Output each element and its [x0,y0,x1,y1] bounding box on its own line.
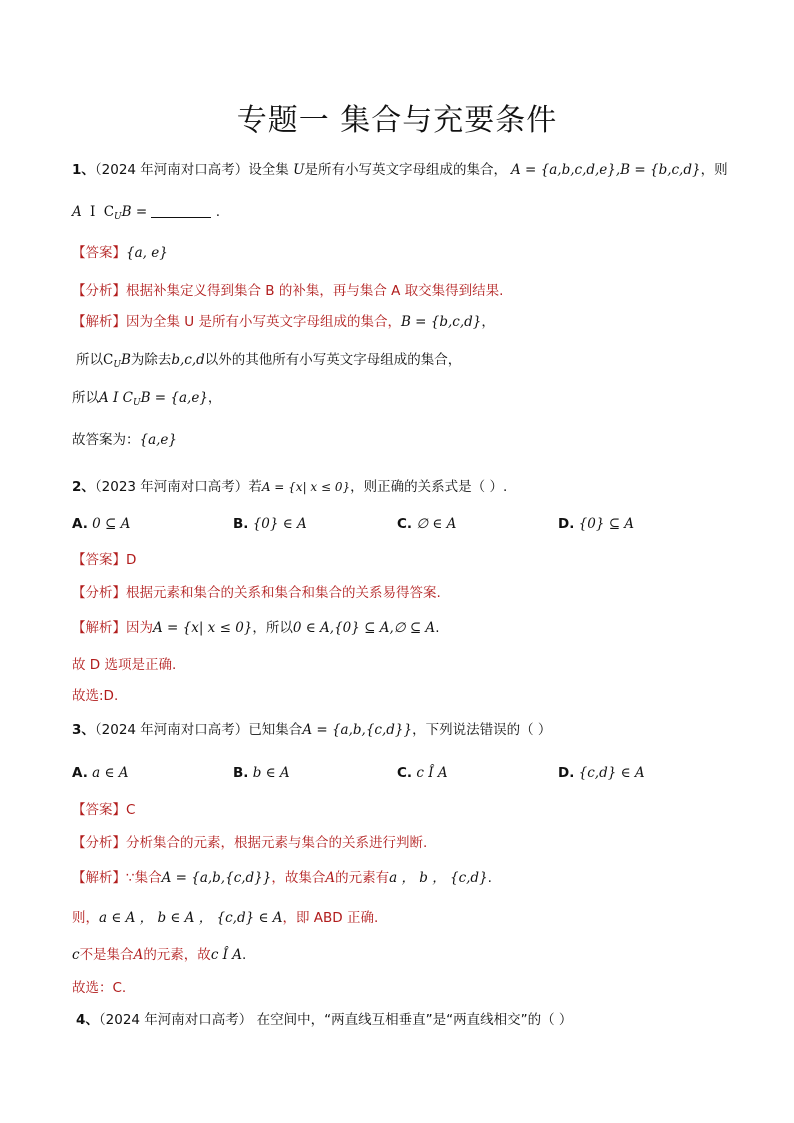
q3-answer: 【答案】C [72,802,136,818]
q1-number: 1、 [72,162,95,178]
q1-expression: A I $C_UB$ = . [72,204,221,222]
q2-option-b[interactable]: B. {0} ∈ A [233,516,307,532]
q3-analysis: 【分析】分析集合的元素，根据元素与集合的关系进行判断. [72,835,428,851]
q3-choice: 故选：C. [72,980,127,996]
q3-solution-2: 则，a ∈ A ， b ∈ A ， {c,d} ∈ A，即 ABD 正确. [72,910,379,926]
q1-analysis: 【分析】根据补集定义得到集合 B 的补集，再与集合 A 取交集得到结果. [72,283,504,299]
q1-final: 故答案为：{a,e} [72,432,178,448]
answer-blank [151,205,211,218]
q2-option-a[interactable]: A. 0 ⊆ A [72,516,131,532]
q3-option-d[interactable]: D. {c,d} ∈ A [558,765,645,781]
q3-solution: 【解析】∵集合A = {a,b,{c,d}}，故集合A的元素有a ， b ， {c,d}. [72,870,492,886]
q2-choice: 故选:D. [72,688,119,704]
q2-option-d[interactable]: D. {0} ⊆ A [558,516,635,532]
q2-analysis: 【分析】根据元素和集合的关系和集合和集合的关系易得答案. [72,585,441,601]
q2-stem: 2、（2023 年河南对口高考）若A = {x| x ≤ 0}，则正确的关系式是（ ）. [72,479,508,495]
q2-solution: 【解析】因为A = {x| x ≤ 0}，所以0 ∈ A,{0} ⊆ A,∅ ⊆ A. [72,620,440,636]
q2-answer: 【答案】D [72,552,137,568]
q2-option-c[interactable]: C. ∅ ∈ A [397,516,457,532]
q1-source: （2024 年河南对口高考） [94,162,249,178]
page-title: 专题一 集合与充要条件 [236,103,558,138]
q3-option-a[interactable]: A. a ∈ A [72,765,129,781]
q3-option-c[interactable]: C. c Î A [397,765,448,781]
q1-solution-2: 所以$C_UB$为除去b,c,d以外的其他所有小写英文字母组成的集合， [76,352,462,370]
q1-answer: 【答案】{a, e} [72,245,168,261]
q3-stem: 3、（2024 年河南对口高考）已知集合A = {a,b,{c,d}}，下列说法错误的（ ） [72,722,552,738]
q1-stem: 1、（2024 年河南对口高考）设全集 U是所有小写英文字母组成的集合， A = {a,b,c,d,e},B = {b,c,d}，则 [72,162,728,178]
q2-conclusion: 故 D 选项是正确. [72,657,177,673]
q1-solution-3: 所以A I $C_UB = \{a,e\}$， [72,390,222,408]
q1-solution-1: 【解析】因为全集 U 是所有小写英文字母组成的集合，B = {b,c,d}， [72,314,495,330]
q4-stem: 4、（2024 年河南对口高考） 在空间中，“两直线互相垂直”是“两直线相交”的（ ） [76,1012,573,1028]
q3-option-b[interactable]: B. b ∈ A [233,765,290,781]
q3-solution-3: c不是集合A的元素，故c Î A. [72,947,247,963]
